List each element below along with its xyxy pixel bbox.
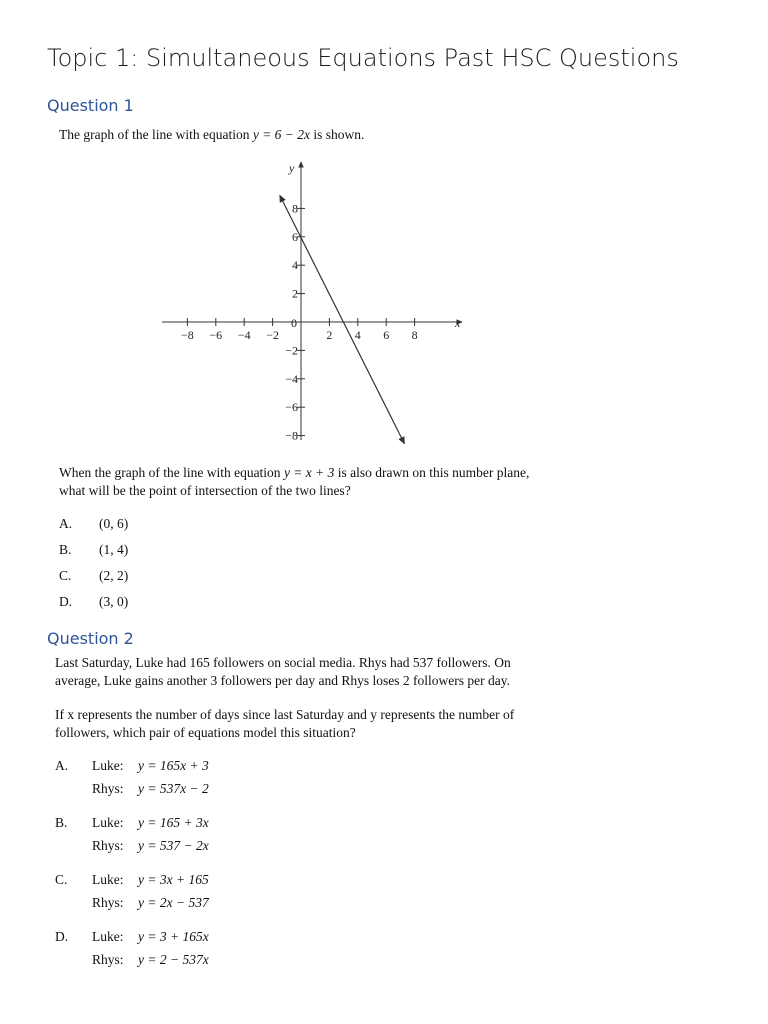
rhys-equation: Rhys: y = 537 − 2x — [92, 838, 209, 853]
rhys-equation: Rhys: y = 2x − 537 — [92, 895, 209, 910]
y-tick-label: 8 — [292, 201, 298, 216]
question-1-intro-text-a: The graph of the line with equation — [59, 127, 253, 142]
option-text: (0, 6) — [99, 516, 129, 531]
luke-equation: Luke: y = 165x + 3 — [92, 758, 209, 773]
x-tick-label: 2 — [326, 328, 333, 342]
y-tick-label: −6 — [285, 400, 298, 415]
question-2-paragraph-2-line-1: If x represents the number of days since last Saturday and y represents the number of — [55, 707, 515, 722]
question-1-intro-text-b: is shown. — [310, 127, 365, 142]
option-letter: C. — [59, 568, 72, 583]
question-2-paragraph-1-line-2: average, Luke gains another 3 followers per day and Rhys loses 2 followers per day. — [55, 673, 510, 688]
question-1-intro-equation: y = 6 − 2x — [252, 127, 311, 142]
x-tick-label: −4 — [237, 328, 251, 342]
option-text: (1, 4) — [99, 542, 129, 557]
option-letter: B. — [59, 542, 72, 557]
question-2-paragraph-1 — [55, 654, 511, 690]
x-tick-label: 4 — [354, 328, 361, 342]
x-tick-label: −2 — [266, 328, 279, 342]
luke-equation: Luke: y = 3x + 165 — [92, 872, 209, 887]
x-tick-label: 6 — [383, 328, 390, 342]
y-tick-label: 2 — [292, 286, 298, 301]
tick-labels — [181, 161, 461, 443]
x-tick-label: 8 — [411, 328, 418, 342]
option-letter: C. — [55, 872, 68, 887]
option-letter: A. — [59, 516, 73, 531]
option-text: (3, 0) — [99, 594, 129, 609]
origin-label: 0 — [291, 316, 297, 330]
option-letter: B. — [55, 815, 68, 830]
question-1-body-text-b: is also drawn on this number plane, — [334, 465, 530, 480]
number-plane-graph — [150, 150, 480, 450]
y-tick-label: −8 — [285, 428, 298, 443]
x-axis-label: x — [455, 316, 461, 330]
y-axis-label: y — [289, 161, 295, 175]
question-1-body-line-2: what will be the point of intersection of the two lines? — [59, 483, 351, 498]
question-2-paragraph-2 — [55, 706, 514, 742]
page-title: Topic 1: Simultaneous Equations Past HSC Questions — [47, 44, 679, 72]
option-letter: D. — [59, 594, 73, 609]
x-tick-label: −8 — [181, 328, 194, 342]
y-tick-label: 6 — [292, 229, 298, 244]
question-1-body-equation: y = x + 3 — [283, 465, 335, 480]
question-2-paragraph-1-line-1: Last Saturday, Luke had 165 followers on social media. Rhys had 537 followers. On — [55, 655, 511, 670]
y-tick-label: −4 — [285, 371, 298, 386]
y-tick-label: 4 — [292, 258, 298, 273]
x-tick-label: −6 — [209, 328, 223, 342]
luke-equation: Luke: y = 165 + 3x — [92, 815, 209, 830]
question-1-heading: Question 1 — [47, 96, 134, 115]
rhys-equation: Rhys: y = 537x − 2 — [92, 781, 209, 796]
question-1-body — [59, 464, 529, 500]
luke-equation: Luke: y = 3 + 165x — [92, 929, 209, 944]
axes — [162, 162, 462, 440]
rhys-equation: Rhys: y = 2 − 537x — [92, 952, 209, 967]
option-letter: A. — [55, 758, 69, 773]
question-1-body-text-a: When the graph of the line with equation — [59, 465, 284, 480]
question-1-intro — [59, 126, 364, 144]
question-2-paragraph-2-line-2: followers, which pair of equations model this situation? — [55, 725, 356, 740]
question-2-heading: Question 2 — [47, 629, 134, 648]
option-text: (2, 2) — [99, 568, 129, 583]
option-letter: D. — [55, 929, 69, 944]
y-tick-label: −2 — [285, 343, 298, 358]
